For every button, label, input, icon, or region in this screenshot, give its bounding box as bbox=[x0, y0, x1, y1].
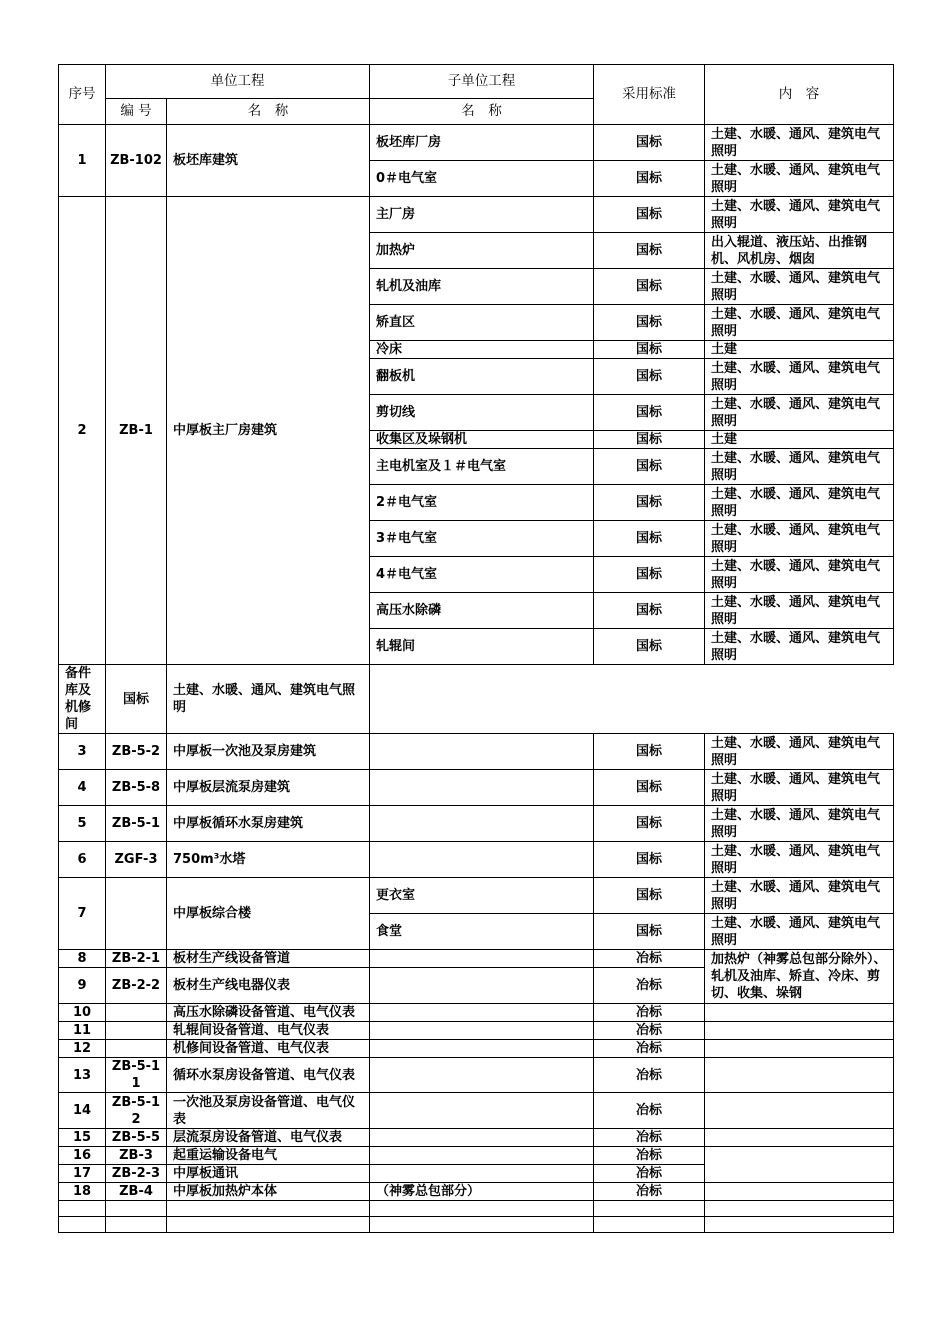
cell-code: ZB-4 bbox=[106, 1183, 167, 1201]
table-row bbox=[59, 806, 894, 842]
cell-standard: 国标 bbox=[594, 449, 705, 485]
cell-content: 加热炉（神雾总包部分除外）、轧机及油库、矫直、冷床、剪切、收集、垛钢 bbox=[705, 950, 894, 1004]
cell-name: 中厚板循环水泵房建筑 bbox=[167, 806, 370, 842]
cell-name: 板材生产线电器仪表 bbox=[167, 968, 370, 1004]
cell-sub-name bbox=[370, 1058, 594, 1093]
cell-name bbox=[167, 1217, 370, 1233]
cell-content: 土建、水暖、通风、建筑电气照明 bbox=[705, 521, 894, 557]
cell-sub-name: 3＃电气室 bbox=[370, 521, 594, 557]
cell-sub-name: 高压水除磷 bbox=[370, 593, 594, 629]
cell-sub-name: 翻板机 bbox=[370, 359, 594, 395]
table-row bbox=[59, 1022, 894, 1040]
table-body bbox=[59, 125, 894, 1233]
cell-content bbox=[705, 1201, 894, 1217]
cell-name: 高压水除磷设备管道、电气仪表 bbox=[167, 1004, 370, 1022]
cell-code bbox=[106, 1201, 167, 1217]
cell-code: ZB-5-2 bbox=[106, 734, 167, 770]
cell-standard: 冶标 bbox=[594, 1058, 705, 1093]
project-table bbox=[58, 64, 894, 1233]
cell-sub-name: 4＃电气室 bbox=[370, 557, 594, 593]
cell-sub-name bbox=[370, 1201, 594, 1217]
cell-content: 土建、水暖、通风、建筑电气照明 bbox=[705, 359, 894, 395]
table-row bbox=[59, 1201, 894, 1217]
cell-sub-name: 加热炉 bbox=[370, 233, 594, 269]
cell-sub-name bbox=[370, 1093, 594, 1129]
cell-name: 板材生产线设备管道 bbox=[167, 950, 370, 968]
cell-sub-name bbox=[370, 1129, 594, 1147]
cell-seq: 18 bbox=[59, 1183, 106, 1201]
cell-code: ZB-2-2 bbox=[106, 968, 167, 1004]
cell-name: 轧辊间设备管道、电气仪表 bbox=[167, 1022, 370, 1040]
cell-seq bbox=[59, 1217, 106, 1233]
table-row bbox=[59, 1040, 894, 1058]
cell-content bbox=[705, 1093, 894, 1129]
cell-standard: 国标 bbox=[594, 125, 705, 161]
cell-content: 土建、水暖、通风、建筑电气照明 bbox=[705, 914, 894, 950]
table-row bbox=[59, 1058, 894, 1093]
cell-standard: 国标 bbox=[594, 629, 705, 665]
table-row bbox=[59, 125, 894, 161]
cell-sub-name: 轧机及油库 bbox=[370, 269, 594, 305]
cell-seq bbox=[59, 1201, 106, 1217]
cell-content: 土建、水暖、通风、建筑电气照明 bbox=[705, 269, 894, 305]
cell-content: 土建、水暖、通风、建筑电气照明 bbox=[705, 806, 894, 842]
cell-standard: 国标 bbox=[594, 521, 705, 557]
cell-seq: 12 bbox=[59, 1040, 106, 1058]
header-standard: 采用标准 bbox=[594, 65, 705, 125]
cell-code: ZGF-3 bbox=[106, 842, 167, 878]
header-seq: 序号 bbox=[59, 65, 106, 125]
cell-standard: 国标 bbox=[594, 197, 705, 233]
cell-seq: 14 bbox=[59, 1093, 106, 1129]
cell-standard: 国标 bbox=[594, 557, 705, 593]
cell-sub-name bbox=[370, 1147, 594, 1165]
cell-standard bbox=[594, 1217, 705, 1233]
cell-standard: 国标 bbox=[594, 806, 705, 842]
cell-standard: 冶标 bbox=[594, 1004, 705, 1022]
cell-seq: 16 bbox=[59, 1147, 106, 1165]
table-row bbox=[59, 734, 894, 770]
cell-content: 土建、水暖、通风、建筑电气照明 bbox=[705, 305, 894, 341]
cell-sub-name: 食堂 bbox=[370, 914, 594, 950]
cell-standard: 冶标 bbox=[594, 1183, 705, 1201]
cell-seq: 9 bbox=[59, 968, 106, 1004]
cell-standard: 国标 bbox=[594, 593, 705, 629]
cell-sub-name bbox=[370, 770, 594, 806]
cell-sub-name bbox=[370, 1217, 594, 1233]
cell-standard: 冶标 bbox=[594, 968, 705, 1004]
cell-name: 中厚板层流泵房建筑 bbox=[167, 770, 370, 806]
cell-seq: 1 bbox=[59, 125, 106, 197]
cell-content: 土建、水暖、通风、建筑电气照明 bbox=[705, 734, 894, 770]
cell-sub-name: 备件库及机修间 bbox=[59, 665, 106, 734]
cell-sub-name: 板坯库厂房 bbox=[370, 125, 594, 161]
cell-seq: 7 bbox=[59, 878, 106, 950]
cell-name bbox=[167, 1201, 370, 1217]
cell-name: 中厚板综合楼 bbox=[167, 878, 370, 950]
cell-seq: 13 bbox=[59, 1058, 106, 1093]
cell-content: 土建、水暖、通风、建筑电气照明 bbox=[167, 665, 370, 734]
cell-name: 循环水泵房设备管道、电气仪表 bbox=[167, 1058, 370, 1093]
cell-standard: 国标 bbox=[594, 734, 705, 770]
cell-standard: 国标 bbox=[594, 914, 705, 950]
cell-standard: 国标 bbox=[106, 665, 167, 734]
cell-code bbox=[106, 1040, 167, 1058]
cell-seq: 5 bbox=[59, 806, 106, 842]
table-row bbox=[59, 770, 894, 806]
cell-sub-name: （神雾总包部分） bbox=[370, 1183, 594, 1201]
cell-content bbox=[705, 1129, 894, 1147]
cell-name: 中厚板通讯 bbox=[167, 1165, 370, 1183]
cell-seq: 15 bbox=[59, 1129, 106, 1147]
cell-standard: 国标 bbox=[594, 269, 705, 305]
header-unit: 单位工程 bbox=[106, 65, 370, 99]
cell-code: ZB-1 bbox=[106, 197, 167, 665]
cell-standard bbox=[594, 1201, 705, 1217]
cell-code bbox=[106, 1004, 167, 1022]
header-sub-unit: 子单位工程 bbox=[370, 65, 594, 99]
cell-seq: 4 bbox=[59, 770, 106, 806]
cell-name: 750m³水塔 bbox=[167, 842, 370, 878]
cell-content: 土建、水暖、通风、建筑电气照明 bbox=[705, 125, 894, 161]
cell-standard: 国标 bbox=[594, 842, 705, 878]
table-row bbox=[59, 197, 894, 233]
cell-code bbox=[106, 878, 167, 950]
cell-seq: 11 bbox=[59, 1022, 106, 1040]
cell-content: 土建、水暖、通风、建筑电气照明 bbox=[705, 449, 894, 485]
cell-code bbox=[106, 1217, 167, 1233]
cell-code: ZB-5-12 bbox=[106, 1093, 167, 1129]
header-code: 编 号 bbox=[106, 99, 167, 125]
cell-code: ZB-2-3 bbox=[106, 1165, 167, 1183]
cell-standard: 国标 bbox=[594, 770, 705, 806]
cell-content bbox=[705, 1147, 894, 1183]
cell-code: ZB-5-5 bbox=[106, 1129, 167, 1147]
header-content: 内 容 bbox=[705, 65, 894, 125]
cell-sub-name bbox=[370, 806, 594, 842]
cell-content: 土建、水暖、通风、建筑电气照明 bbox=[705, 161, 894, 197]
cell-standard: 冶标 bbox=[594, 1022, 705, 1040]
cell-sub-name bbox=[370, 968, 594, 1004]
cell-content bbox=[705, 1183, 894, 1201]
cell-content bbox=[705, 1004, 894, 1022]
cell-content: 土建、水暖、通风、建筑电气照明 bbox=[705, 629, 894, 665]
header-sub-name: 名 称 bbox=[370, 99, 594, 125]
table-row bbox=[59, 1093, 894, 1129]
table-header bbox=[59, 65, 894, 125]
table-row bbox=[59, 842, 894, 878]
cell-content: 土建、水暖、通风、建筑电气照明 bbox=[705, 557, 894, 593]
cell-name: 层流泵房设备管道、电气仪表 bbox=[167, 1129, 370, 1147]
cell-sub-name: 主厂房 bbox=[370, 197, 594, 233]
cell-standard: 冶标 bbox=[594, 950, 705, 968]
cell-name: 板坯库建筑 bbox=[167, 125, 370, 197]
cell-sub-name: 主电机室及１＃电气室 bbox=[370, 449, 594, 485]
table-row bbox=[59, 665, 894, 734]
cell-name: 机修间设备管道、电气仪表 bbox=[167, 1040, 370, 1058]
cell-standard: 国标 bbox=[594, 233, 705, 269]
cell-content bbox=[705, 1022, 894, 1040]
cell-standard: 冶标 bbox=[594, 1147, 705, 1165]
cell-content: 土建、水暖、通风、建筑电气照明 bbox=[705, 197, 894, 233]
cell-standard: 国标 bbox=[594, 359, 705, 395]
cell-code: ZB-5-11 bbox=[106, 1058, 167, 1093]
cell-content: 土建、水暖、通风、建筑电气照明 bbox=[705, 770, 894, 806]
cell-name: 中厚板主厂房建筑 bbox=[167, 197, 370, 665]
cell-code: ZB-102 bbox=[106, 125, 167, 197]
cell-code: ZB-2-1 bbox=[106, 950, 167, 968]
cell-content bbox=[705, 1058, 894, 1093]
cell-content bbox=[705, 1040, 894, 1058]
cell-standard: 国标 bbox=[594, 878, 705, 914]
cell-sub-name: 剪切线 bbox=[370, 395, 594, 431]
cell-name: 起重运输设备电气 bbox=[167, 1147, 370, 1165]
table-row bbox=[59, 950, 894, 968]
cell-code bbox=[106, 1022, 167, 1040]
cell-code: ZB-5-1 bbox=[106, 806, 167, 842]
cell-content: 土建 bbox=[705, 341, 894, 359]
cell-sub-name bbox=[370, 734, 594, 770]
cell-seq: 2 bbox=[59, 197, 106, 665]
cell-content: 土建、水暖、通风、建筑电气照明 bbox=[705, 593, 894, 629]
cell-sub-name bbox=[370, 950, 594, 968]
cell-sub-name: 轧辊间 bbox=[370, 629, 594, 665]
cell-sub-name: 收集区及垛钢机 bbox=[370, 431, 594, 449]
cell-standard: 国标 bbox=[594, 305, 705, 341]
cell-content: 出入辊道、液压站、出推钢机、风机房、烟囱 bbox=[705, 233, 894, 269]
cell-sub-name: 矫直区 bbox=[370, 305, 594, 341]
cell-standard: 国标 bbox=[594, 161, 705, 197]
cell-standard: 冶标 bbox=[594, 1040, 705, 1058]
cell-standard: 国标 bbox=[594, 341, 705, 359]
cell-standard: 冶标 bbox=[594, 1129, 705, 1147]
table-row bbox=[59, 1217, 894, 1233]
table-row bbox=[59, 878, 894, 914]
cell-content: 土建、水暖、通风、建筑电气照明 bbox=[705, 395, 894, 431]
cell-content: 土建 bbox=[705, 431, 894, 449]
cell-seq: 8 bbox=[59, 950, 106, 968]
header-name: 名 称 bbox=[167, 99, 370, 125]
cell-content: 土建、水暖、通风、建筑电气照明 bbox=[705, 485, 894, 521]
cell-content: 土建、水暖、通风、建筑电气照明 bbox=[705, 842, 894, 878]
cell-sub-name: 2＃电气室 bbox=[370, 485, 594, 521]
cell-name: 中厚板一次池及泵房建筑 bbox=[167, 734, 370, 770]
cell-standard: 国标 bbox=[594, 485, 705, 521]
cell-seq: 3 bbox=[59, 734, 106, 770]
cell-content: 土建、水暖、通风、建筑电气照明 bbox=[705, 878, 894, 914]
cell-sub-name bbox=[370, 1004, 594, 1022]
cell-sub-name bbox=[370, 1040, 594, 1058]
table-row bbox=[59, 1129, 894, 1147]
cell-content bbox=[705, 1217, 894, 1233]
cell-sub-name bbox=[370, 1022, 594, 1040]
cell-code: ZB-5-8 bbox=[106, 770, 167, 806]
cell-standard: 国标 bbox=[594, 395, 705, 431]
table-row bbox=[59, 1004, 894, 1022]
cell-standard: 国标 bbox=[594, 431, 705, 449]
cell-sub-name bbox=[370, 1165, 594, 1183]
cell-standard: 冶标 bbox=[594, 1093, 705, 1129]
cell-sub-name: 冷床 bbox=[370, 341, 594, 359]
cell-name: 中厚板加热炉本体 bbox=[167, 1183, 370, 1201]
cell-seq: 17 bbox=[59, 1165, 106, 1183]
cell-code: ZB-3 bbox=[106, 1147, 167, 1165]
cell-sub-name bbox=[370, 842, 594, 878]
table-row bbox=[59, 1183, 894, 1201]
cell-name: 一次池及泵房设备管道、电气仪表 bbox=[167, 1093, 370, 1129]
table-row bbox=[59, 1147, 894, 1165]
cell-seq: 10 bbox=[59, 1004, 106, 1022]
cell-standard: 冶标 bbox=[594, 1165, 705, 1183]
cell-sub-name: 更衣室 bbox=[370, 878, 594, 914]
cell-sub-name: 0＃电气室 bbox=[370, 161, 594, 197]
cell-seq: 6 bbox=[59, 842, 106, 878]
